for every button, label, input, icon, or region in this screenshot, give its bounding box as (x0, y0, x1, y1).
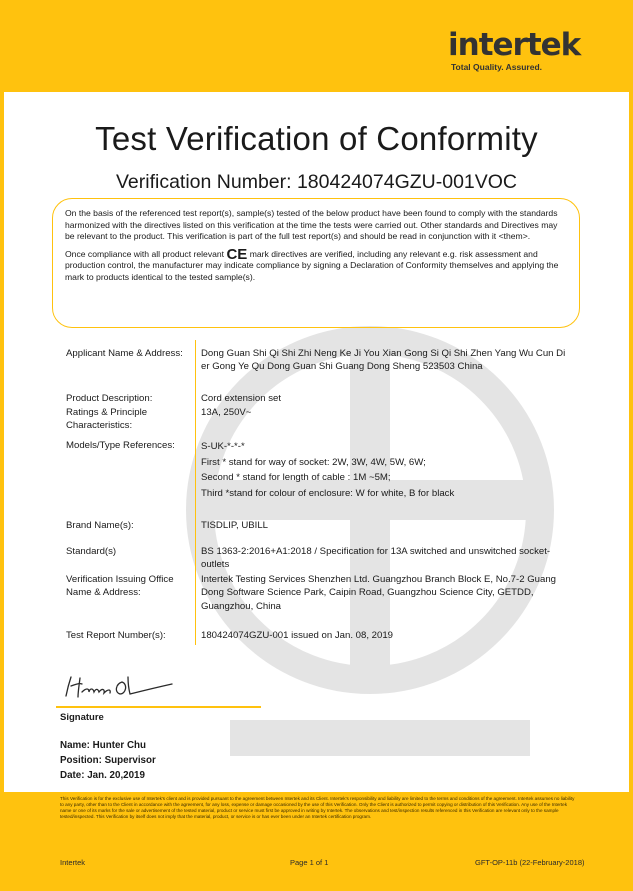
intro-paragraph-2-end: mark directives are verified, including any relevant e.g. risk assessment and production control, the manufacturer may indicate compliance by signing a Declaration of Conformity themselves and applying the mark to products identical to the tested sample(s). (65, 248, 559, 282)
ce-mark-icon: CE (226, 245, 248, 263)
report-label: Test Report Number(s): (66, 630, 166, 641)
models-values (201, 439, 576, 501)
footer-company: Intertek (60, 858, 86, 867)
intro-paragraph-2-start: Once compliance with all product relevant (65, 248, 225, 259)
intro-paragraph-2 (65, 245, 567, 284)
issuing-office-label: Verification Issuing Office Name & Address: (66, 574, 174, 599)
legal-disclaimer: This Verification is for the exclusive use of Intertek's client and is provided pursuant to the agreement between Intertek and its Client. Intertek's responsibility and liability are limited to the terms and conditions of the agreement. Intertek assumes no liability to any party, other than to the Client in accordance with the agreement, for any loss, expense or damage occasioned by the use of this Verification. Only the Client is authorized to permit copying or distribution of this Verification. Any use of the Intertek name or one of its marks for the sale or advertisement of the tested material, product or service must first be approved in writing by Intertek. The observations and test/inspection results referenced in this Verification are relevant only to the sample tested/inspected. This Verification by itself does not imply that the material, product, or service is or has ever been under an Intertek certification program. (60, 796, 575, 819)
ratings-label: Ratings & Principle Characteristics: (66, 407, 148, 432)
signature-label: Signature (60, 712, 104, 723)
standards-label: Standard(s) (66, 546, 117, 557)
brand-label: Brand Name(s): (66, 520, 134, 531)
applicant-value: Dong Guan Shi Qi Shi Zhi Neng Ke Ji You Xian Gong Si Qi Shi Zhen Yang Wu Cun Di er Gong Ye Qu Dong Guan Shi Guang Dong Sheng 523503 China (201, 348, 566, 373)
applicant-label: Applicant Name & Address: (66, 348, 183, 359)
left-border (0, 92, 4, 792)
right-border (629, 92, 633, 792)
verification-number: Verification Number: 180424074GZU-001VOC (115, 171, 518, 193)
signature-date: Date: Jan. 20,2019 (60, 770, 145, 781)
ratings-value: 13A, 250V~ (201, 407, 252, 418)
footer-form-code: GFT-OP-11b (22-February-2018) (475, 858, 585, 867)
models-value: S-UK-*-*-* (201, 441, 245, 452)
signer-name: Name: Hunter Chu (60, 740, 147, 751)
details-divider (195, 340, 196, 645)
models-line-2: Second * stand for length of cable : 1M ~5M; (201, 472, 391, 483)
models-line-3: Third *stand for colour of enclosure: W for white, B for black (201, 487, 455, 499)
signer-position: Position: Supervisor (60, 755, 156, 766)
standards-value: BS 1363-2:2016+A1:2018 / Specification for 13A switched and unswitched socket-outlets (201, 546, 551, 571)
handwritten-signature (62, 672, 192, 702)
document-title: Test Verification of Conformity (95, 120, 538, 157)
issuing-office-value: Intertek Testing Services Shenzhen Ltd. Guangzhou Branch Block E, No.7-2 Guang Dong Software Science Park, Caipin Road, Guangzhou Science City, GETDD, Guangzhou, China (201, 574, 557, 612)
logo-wordmark: intertek (448, 27, 581, 63)
logo-tagline: Total Quality. Assured. (451, 62, 542, 72)
product-value: Cord extension set (201, 393, 281, 404)
intertek-logo (448, 28, 598, 72)
footer-page-number: Page 1 of 1 (290, 858, 329, 867)
signature-line (56, 706, 261, 708)
brand-value: TISDLIP, UBILL (201, 520, 269, 531)
product-label: Product Description: (66, 393, 153, 404)
signer-block (60, 738, 156, 783)
models-label: Models/Type References: (66, 440, 175, 451)
models-line-1: First * stand for way of socket: 2W, 3W, 4W, 5W, 6W; (201, 456, 426, 468)
report-value: 180424074GZU-001 issued on Jan. 08, 2019 (201, 630, 394, 641)
intro-paragraph-1: On the basis of the referenced test report(s), sample(s) tested of the below product have been found to comply with the standards harmonized with the directives listed on this verification at the time the tests were carried out. Other standards and Directives may be relevant to the product. This verification is part of the full test report(s) and should be read in conjunction with it <them>. (65, 208, 558, 241)
intro-statement-box (52, 198, 580, 328)
